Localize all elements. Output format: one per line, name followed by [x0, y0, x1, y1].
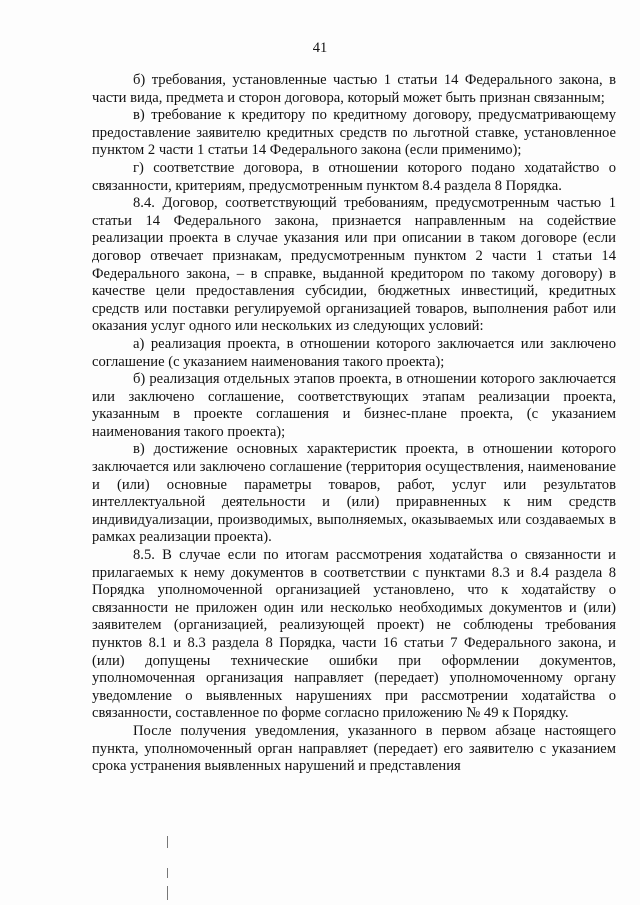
page-number: 41 [312, 40, 328, 56]
paragraph-item-a-project: а) реализация проекта, в отношении которого заключается или заключено соглашение (с указанием наименования такого проекта); [92, 335, 616, 370]
paragraph-item-b-stages: б) реализация отдельных этапов проекта, в отношении которого заключается или заключено соглашение, соответствующих этапам реализации проекта, указанным в проекте соглашения и бизнес-плане проекта, (с указанием наименования такого проекта); [92, 371, 616, 440]
paragraph-item-b-requirements: б) требования, установленные частью 1 статьи 14 Федерального закона, в части вида, предмета и сторон договора, который может быть признан связанным; [92, 72, 616, 106]
paragraph-after-notice: После получения уведомления, указанного в первом абзаце настоящего пункта, уполномоченный орган направляет (передает) его заявителю с указанием срока устранения выявленных нарушений и представления [92, 722, 616, 775]
scan-artifact-mark [167, 836, 168, 848]
paragraph-item-v-characteristics: в) достижение основных характеристик проекта, в отношении которого заключается или заключено соглашение (территория осуществления, наименование и (или) основные параметры товаров, работ, услуг или результатов интеллектуальной деятельности и (или) приравненных к ним средств индивидуализации, производимых, выполняемых, оказываемых или создаваемых в рамках реализации проекта). [92, 441, 616, 546]
paragraph-item-g-conformity: г) соответствие договора, в отношении которого подано ходатайство о связанности, критериям, предусмотренным пунктом 8.4 раздела 8 Порядка. [92, 159, 616, 194]
paragraph-8-5: 8.5. В случае если по итогам рассмотрения ходатайства о связанности и прилагаемых к нему документов в соответствии с пунктами 8.3 и 8.4 раздела 8 Порядка уполномоченной организацией установлено, что к ходатайству о связанности не приложен один или несколько необходимых документов и (или) заявителем (организацией, реализующей проект) не соблюдены требования пунктов 8.1 и 8.3 раздела 8 Порядка, части 16 статьи 7 Федерального закона, и (или) допущены технические ошибки при оформлении документов, уполномоченная организация направляет (передает) уполномоченному органу уведомление о выявленных нарушениях при рассмотрении ходатайства о связанности, составленное по форме согласно приложению № 49 к Порядку. [92, 547, 616, 722]
document-body [92, 72, 616, 776]
paragraph-item-v-creditor: в) требование к кредитору по кредитному договору, предусматривающему предоставление заявителю кредитных средств по льготной ставке, установленное пунктом 2 части 1 статьи 14 Федерального закона (если применимо); [92, 107, 616, 159]
scan-artifact-mark [167, 868, 168, 878]
scan-artifact-mark [167, 886, 168, 900]
paragraph-8-4: 8.4. Договор, соответствующий требованиям, предусмотренным частью 1 статьи 14 Федерального закона, признается направленным на содействие реализации проекта в случае указания или при описании в таком договоре (если договор отвечает признакам, предусмотренным пунктом 2 части 1 статьи 14 Федерального закона, – в справке, выданной кредитором по такому договору) в качестве цели предоставления субсидии, бюджетных инвестиций, кредитных средств или поставки регулируемой организацией товаров, выполнения работ или оказания услуг одного или нескольких из следующих условий: [92, 195, 616, 335]
